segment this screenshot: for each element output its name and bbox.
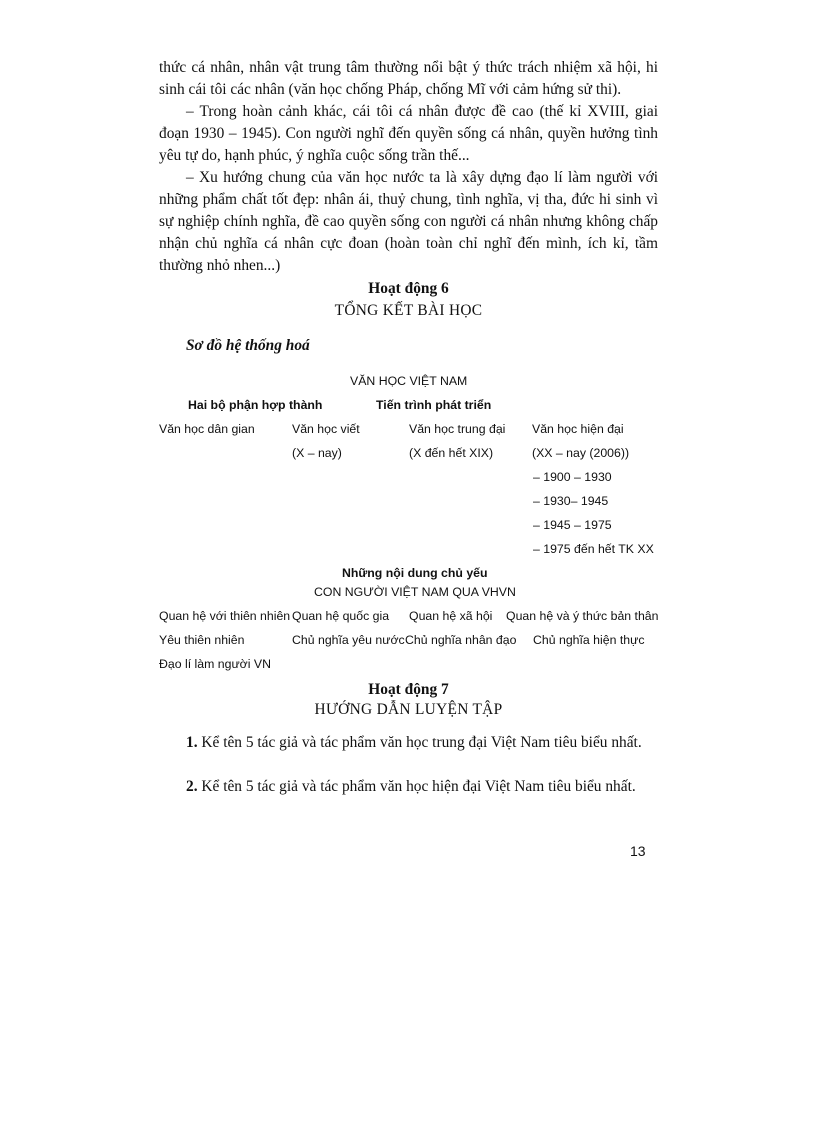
diagram-medieval-period: (X đến hết XIX) [409,446,494,460]
diagram-relation-self: Quan hệ và ý thức bản thân [506,609,659,623]
diagram-ethics: Đạo lí làm người VN [159,657,271,671]
diagram-modern-literature: Văn học hiện đại [532,422,624,436]
diagram-medieval-literature: Văn học trung đại [409,422,506,436]
diagram-value-patriotism: Chủ nghĩa yêu nước [292,633,405,647]
exercise-1-text: Kể tên 5 tác giả và tác phẩm văn học trung đại Việt Nam tiêu biểu nhất. [201,734,642,751]
diagram-value-nature: Yêu thiên nhiên [159,633,245,647]
diagram-branch-components: Hai bộ phận hợp thành [188,398,323,412]
activity-6-title: TỔNG KẾT BÀI HỌC [334,302,483,319]
diagram-branch-development: Tiến trình phát triển [376,398,492,412]
diagram-relation-society: Quan hệ xã hội [409,609,493,623]
activity-7-title: HƯỚNG DẪN LUYỆN TẬP [314,701,503,718]
diagram-modern-stage: – 1930– 1945 [533,494,609,508]
diagram-folk-literature: Văn học dân gian [159,422,255,436]
activity-7-heading: Hoạt động 7 [368,681,449,698]
exercise-1 [159,732,658,754]
exercise-1-number: 1. [186,734,198,751]
diagram-modern-stage: – 1975 đến hết TK XX [533,542,654,556]
diagram-modern-period: (XX – nay (2006)) [532,446,630,460]
diagram-value-realism: Chủ nghĩa hiện thực [533,633,645,647]
activity-6-heading: Hoạt động 6 [368,280,449,297]
diagram-label: Sơ đồ hệ thống hoá [186,337,310,354]
diagram-content-subtitle: CON NGƯỜI VIỆT NAM QUA VHVN [314,585,516,599]
page-number: 13 [630,843,646,859]
exercise-2-number: 2. [186,778,198,795]
diagram-relation-nation: Quan hệ quốc gia [292,609,390,623]
diagram-written-literature: Văn học viết [292,422,360,436]
diagram-modern-stage: – 1945 – 1975 [533,518,612,532]
diagram-written-period: (X – nay) [292,446,342,460]
exercise-2-text: Kể tên 5 tác giả và tác phẩm văn học hiện đại Việt Nam tiêu biểu nhất. [201,778,636,795]
diagram-root: VĂN HỌC VIỆT NAM [350,374,468,388]
exercise-2 [159,776,658,798]
paragraph-general-trend: – Xu hướng chung của văn học nước ta là xây dựng đạo lí làm người với những phẩm chất tốt đẹp: nhân ái, thuỷ chung, tình nghĩa, vị tha, đức hi sinh vì sự nghiệp chính nghĩa, đề cao quyền sống con người cá nhân nhưng không chấp nhận chủ nghĩa cá nhân cực đoan (hoàn toàn chỉ nghĩ đến mình, ích kỉ, tầm thường nhỏ nhen...) [159,169,658,274]
diagram-modern-stage: – 1900 – 1930 [533,470,612,484]
diagram-content-title: Những nội dung chủ yếu [342,566,488,580]
paragraph-continued: thức cá nhân, nhân vật trung tâm thường nổi bật ý thức trách nhiệm xã hội, hi sinh cái tôi các nhân (văn học chống Pháp, chống Mĩ với cảm hứng sử thi). [159,59,658,98]
diagram-value-humanism: Chủ nghĩa nhân đạo [405,633,517,647]
diagram-relation-nature: Quan hệ với thiên nhiên [159,609,291,623]
paragraph-individual-self: – Trong hoàn cảnh khác, cái tôi cá nhân được đề cao (thế kỉ XVIII, giai đoạn 1930 – 1945). Con người nghĩ đến quyền sống cá nhân, quyền hưởng tình yêu tự do, hạnh phúc, ý nghĩa cuộc sống trần thế... [159,103,658,164]
